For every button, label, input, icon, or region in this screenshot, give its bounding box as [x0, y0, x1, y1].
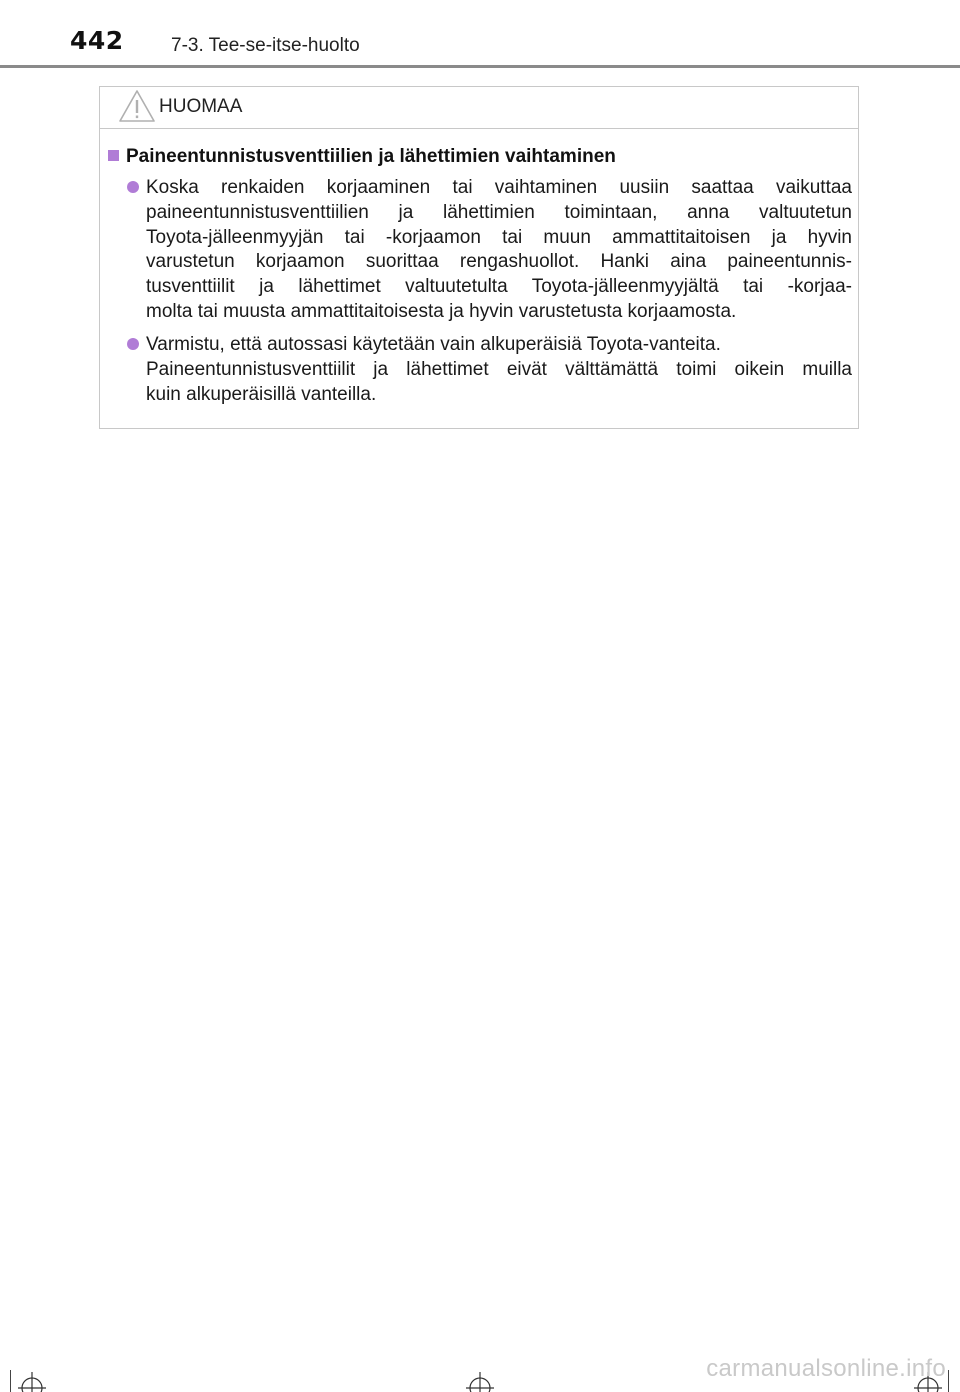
warning-triangle-icon [118, 89, 156, 123]
list-item-text [146, 176, 852, 325]
notice-heading [108, 146, 848, 168]
bullet-dot-icon [127, 181, 139, 193]
trim-mark [10, 1370, 11, 1392]
text-line: Koska renkaiden korjaaminen tai vaihtaminen uusiin saattaa vaikuttaa [146, 177, 852, 198]
square-bullet-icon [108, 150, 119, 161]
text-line: Paineentunnistusventtiilit ja lähettimet eivät välttämättä toimi oikein muilla [146, 358, 852, 380]
text-line: Varmistu, että autossasi käytetään vain alkuperäisiä Toyota-vanteita. [146, 334, 721, 355]
registration-mark-icon [460, 1356, 500, 1392]
text-line: kuin alkuperäisillä vanteilla. [146, 383, 377, 405]
registration-mark-icon [12, 1356, 52, 1392]
list-item [122, 333, 852, 407]
section-title: 7-3. Tee-se-itse-huolto [171, 35, 360, 56]
text-line: tusventtiilit ja lähettimet valtuutetulta Toyota-jälleenmyyjältä tai -korjaa- [146, 276, 852, 298]
notice-header [100, 87, 858, 129]
text-line: paineentunnistusventtiilien ja lähettimien toimintaan, anna valtuutetun [146, 201, 852, 223]
text-line: molta tai muusta ammattitaitoisesta ja hyvin varustetusta korjaamosta. [146, 300, 737, 322]
header-rule [0, 65, 960, 68]
notice-heading-text: Paineentunnistusventtiilien ja lähettimien vaihtaminen [126, 146, 616, 167]
notice-label: HUOMAA [159, 96, 243, 117]
text-line: Toyota-jälleenmyyjän tai -korjaamon tai muun ammattitaitoisen ja hyvin [146, 226, 852, 248]
text-line: varustetun korjaamon suorittaa rengashuollot. Hanki aina paineentunnis- [146, 251, 852, 273]
list-item [122, 176, 852, 325]
notice-box [99, 86, 859, 429]
watermark: carmanualsonline.info [706, 1355, 946, 1382]
bullet-dot-icon [127, 338, 139, 350]
list-item-text [146, 333, 852, 407]
page-header [0, 0, 960, 70]
page-number: 442 [70, 26, 124, 55]
trim-mark [948, 1370, 949, 1392]
